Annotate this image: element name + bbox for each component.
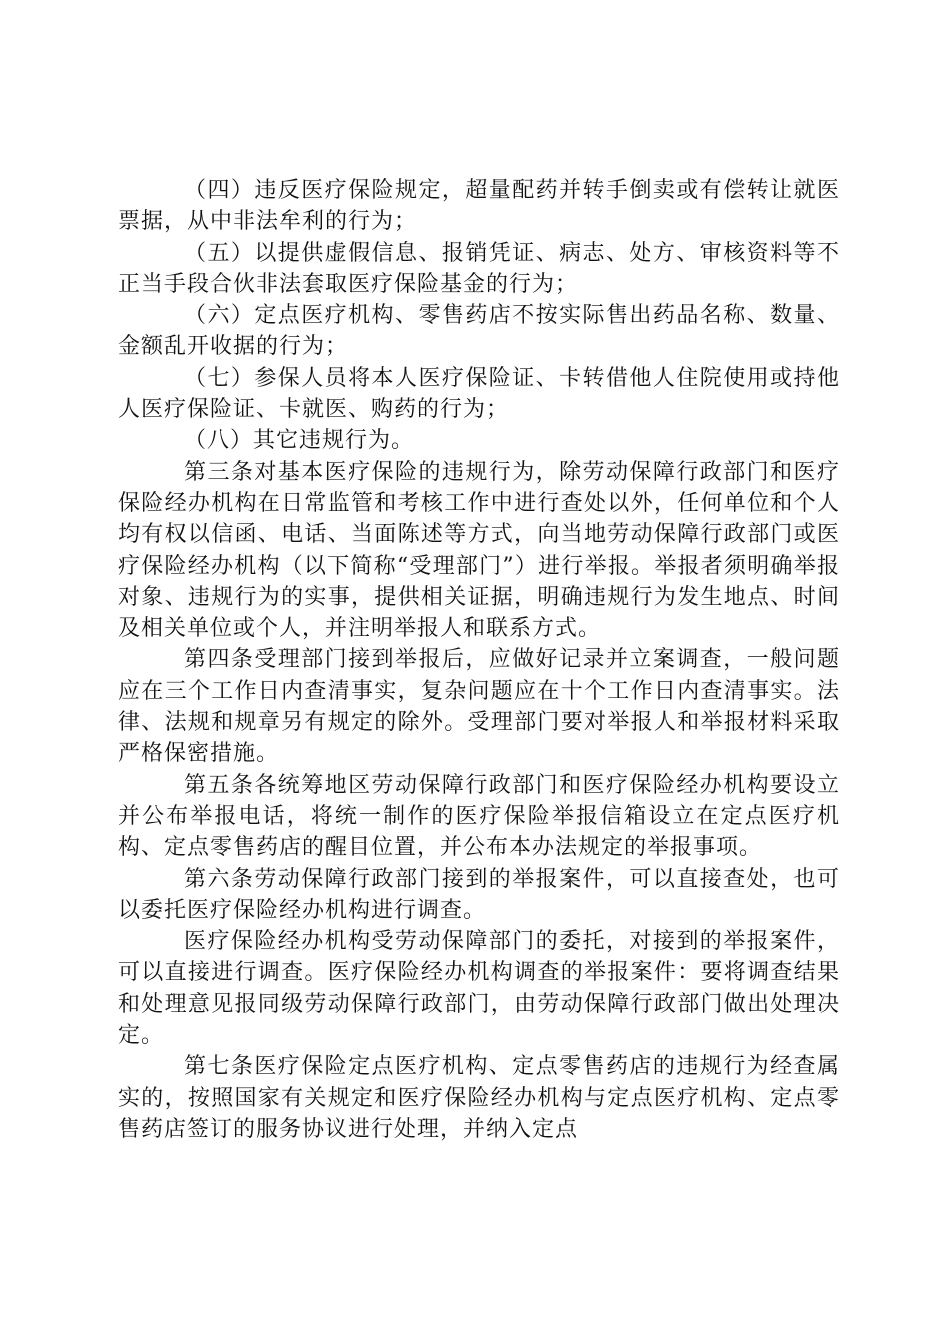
document-page <box>118 175 840 1145</box>
paragraph-item-6: （六）定点医疗机构、零售药店不按实际售出药品名称、数量、金额乱开收据的行为； <box>118 303 840 360</box>
article-5: 第五条各统筹地区劳动保障行政部门和医疗保险经办机构要设立并公布举报电话，将统一制作的医疗保险举报信箱设立在定点医疗机构、定点零售药店的醒目位置，并公布本办法规定的举报事项。 <box>118 772 840 861</box>
paragraph-item-5: （五）以提供虚假信息、报销凭证、病志、处方、审核资料等不正当手段合伙非法套取医疗保险基金的行为； <box>118 240 840 297</box>
article-6: 第六条劳动保障行政部门接到的举报案件，可以直接查处，也可以委托医疗保险经办机构进行调查。 <box>118 866 840 923</box>
paragraph-item-4: （四）违反医疗保险规定，超量配药并转手倒卖或有偿转让就医票据，从中非法牟利的行为； <box>118 178 840 235</box>
paragraph-item-7: （七）参保人员将本人医疗保险证、卡转借他人住院使用或持他人医疗保险证、卡就医、购药的行为； <box>118 365 840 423</box>
article-7: 第七条医疗保险定点医疗机构、定点零售药店的违规行为经查属实的，按照国家有关规定和医疗保险经办机构与定点医疗机构、定点零售药店签订的服务协议进行处理，并纳入定点 <box>118 1054 840 1142</box>
article-6-continuation: 医疗保险经办机构受劳动保障部门的委托，对接到的举报案件，可以直接进行调查。医疗保险经办机构调查的举报案件：要将调查结果和处理意见报同级劳动保障行政部门，由劳动保障行政部门做出处理决定。 <box>118 929 840 1049</box>
article-4: 第四条受理部门接到举报后，应做好记录并立案调查，一般问题应在三个工作日内查清事实，复杂问题应在十个工作日内查清事实。法律、法规和规章另有规定的除外。受理部门要对举报人和举报材料采取严格保密措施。 <box>118 647 840 767</box>
paragraph-item-8: （八）其它违规行为。 <box>184 428 415 454</box>
article-3: 第三条对基本医疗保险的违规行为，除劳动保障行政部门和医疗保险经办机构在日常监管和考核工作中进行查处以外，任何单位和个人均有权以信函、电话、当面陈述等方式，向当地劳动保障行政部门或医疗保险经办机构（以下简称“受理部门”）进行举报。举报者须明确举报对象、违规行为的实事，提供相关证据，明确违规行为发生地点、时间及相关单位或个人，并注明举报人和联系方式。 <box>118 459 840 642</box>
